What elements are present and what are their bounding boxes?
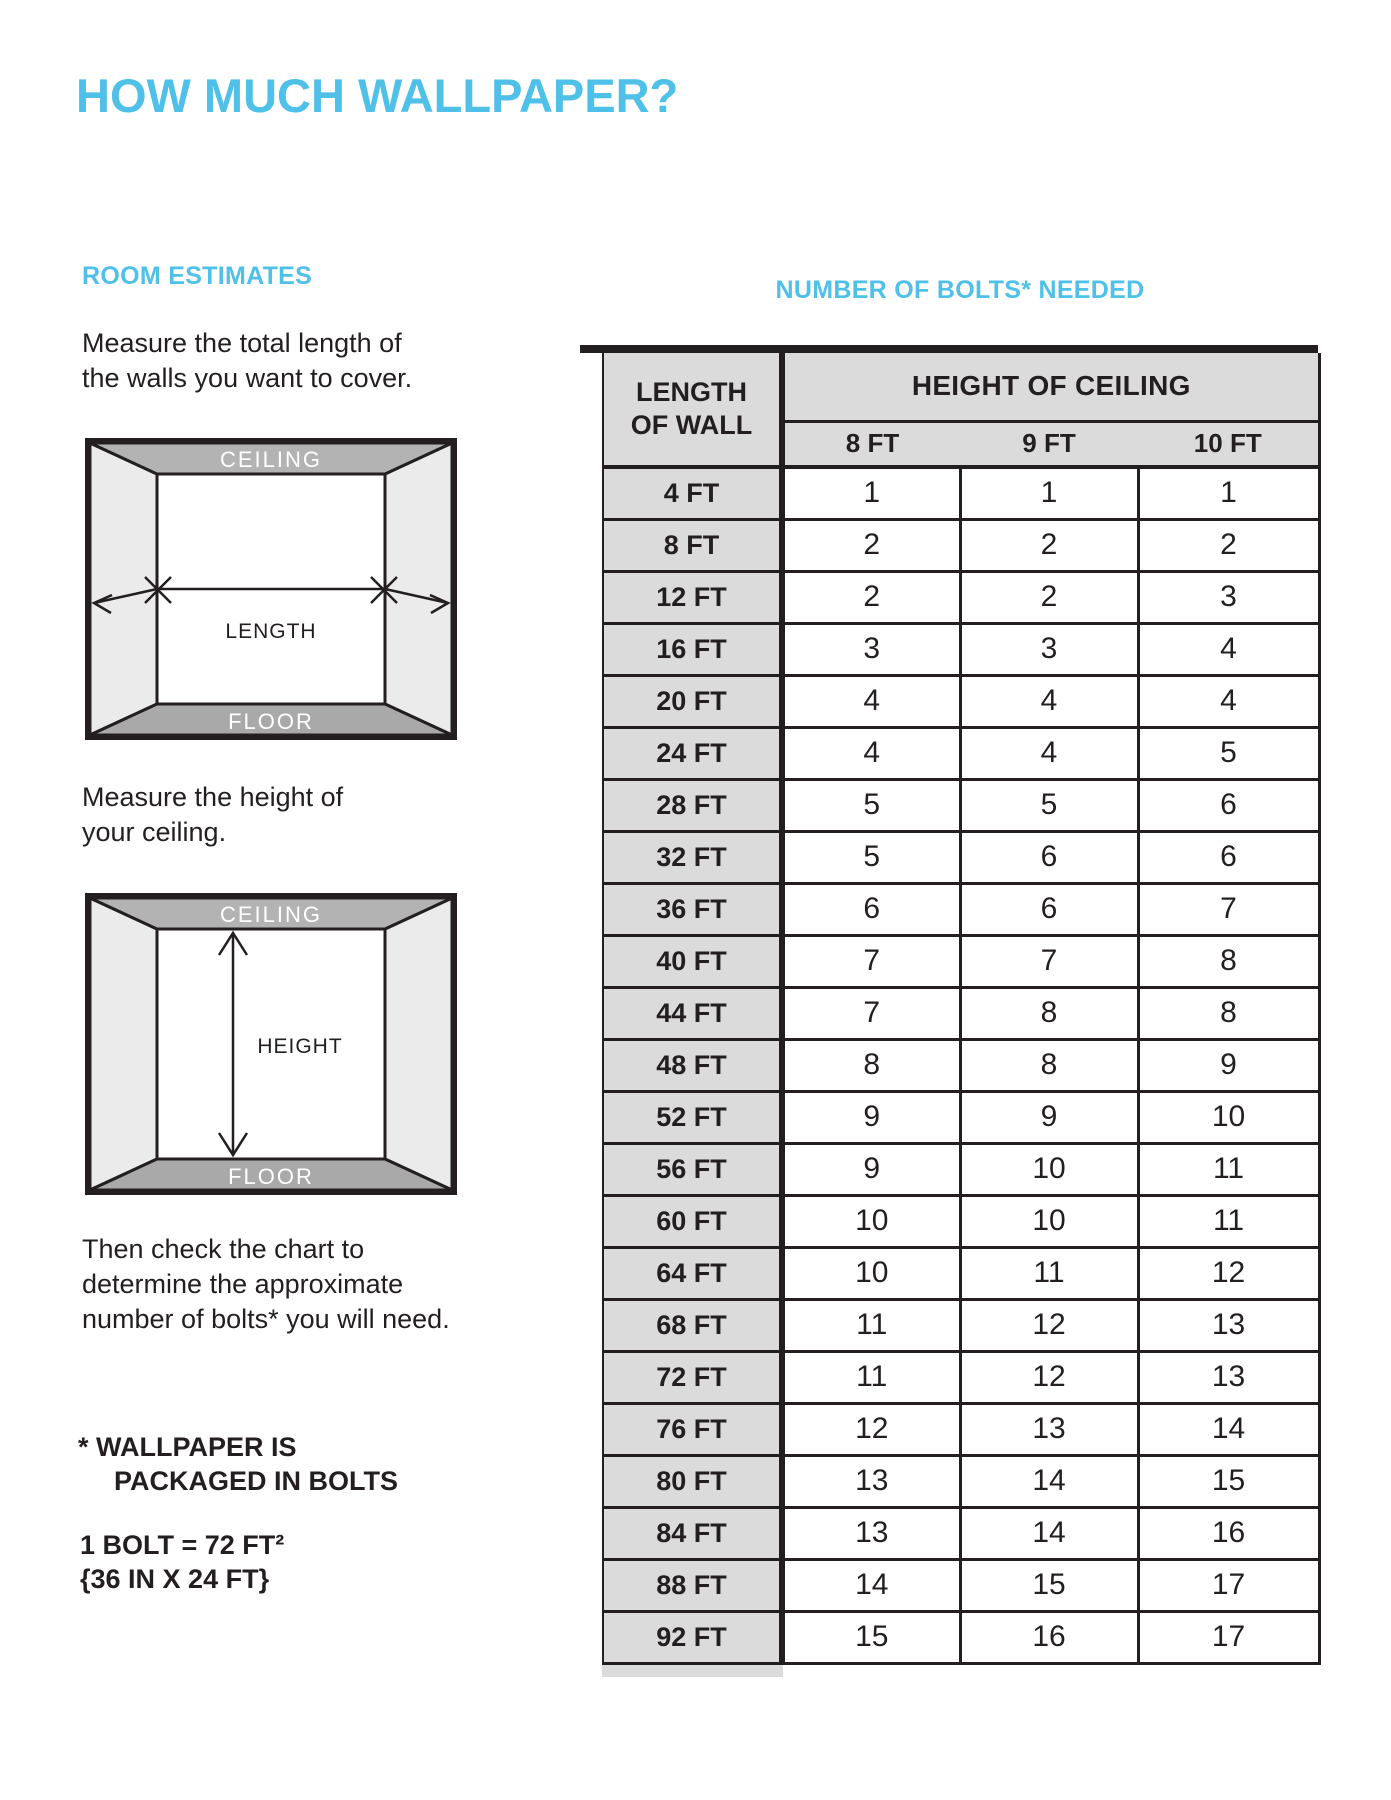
ceiling-label: CEILING xyxy=(219,902,323,927)
right-wall-shape xyxy=(385,898,452,1190)
table-row xyxy=(603,1559,1319,1611)
bolts-10ft-value: 11 xyxy=(1138,1195,1319,1247)
table-row xyxy=(603,1039,1319,1091)
table-row xyxy=(603,1195,1319,1247)
bolts-10ft-value: 5 xyxy=(1138,727,1319,779)
bolts-10ft-value: 9 xyxy=(1138,1039,1319,1091)
row-length-label: 44 FT xyxy=(603,987,782,1039)
table-row xyxy=(603,1299,1319,1351)
row-length-label: 52 FT xyxy=(603,1091,782,1143)
paragraph-line: Measure the height of xyxy=(82,782,344,812)
row-length-label: 28 FT xyxy=(603,779,782,831)
table-row xyxy=(603,623,1319,675)
bolts-8ft-value: 10 xyxy=(782,1247,960,1299)
room-height-diagram xyxy=(85,893,457,1195)
bolts-8ft-value: 2 xyxy=(782,519,960,571)
measure-length-paragraph xyxy=(82,326,412,396)
bolts-9ft-value: 10 xyxy=(960,1143,1138,1195)
paragraph-line: Then check the chart to xyxy=(82,1234,365,1264)
height-dimension-label: HEIGHT xyxy=(257,1035,343,1058)
column-header-8ft: 8 FT xyxy=(782,421,960,467)
bolts-9ft-value: 9 xyxy=(960,1091,1138,1143)
row-length-label: 60 FT xyxy=(603,1195,782,1247)
bolts-footnote-line2: PACKAGED IN BOLTS xyxy=(114,1466,399,1496)
bolts-10ft-value: 2 xyxy=(1138,519,1319,571)
table-row xyxy=(603,519,1319,571)
row-length-label: 32 FT xyxy=(603,831,782,883)
row-length-label: 40 FT xyxy=(603,935,782,987)
row-length-label: 20 FT xyxy=(603,675,782,727)
floor-label: FLOOR xyxy=(228,709,314,734)
row-length-label: 24 FT xyxy=(603,727,782,779)
row-length-label: 64 FT xyxy=(603,1247,782,1299)
bolts-9ft-value: 6 xyxy=(960,883,1138,935)
row-length-label: 80 FT xyxy=(603,1455,782,1507)
bolts-10ft-value: 13 xyxy=(1138,1351,1319,1403)
bolts-8ft-value: 11 xyxy=(782,1299,960,1351)
bolts-9ft-value: 6 xyxy=(960,831,1138,883)
bolts-10ft-value: 15 xyxy=(1138,1455,1319,1507)
column-header-10ft: 10 FT xyxy=(1138,421,1319,467)
bolts-10ft-value: 8 xyxy=(1138,987,1319,1039)
bolts-8ft-value: 8 xyxy=(782,1039,960,1091)
bolts-9ft-value: 7 xyxy=(960,935,1138,987)
paragraph-line: number of bolts* you will need. xyxy=(82,1304,450,1334)
bolts-8ft-value: 3 xyxy=(782,623,960,675)
row-length-label: 72 FT xyxy=(603,1351,782,1403)
bolts-10ft-value: 14 xyxy=(1138,1403,1319,1455)
bolts-8ft-value: 10 xyxy=(782,1195,960,1247)
bolts-8ft-value: 7 xyxy=(782,935,960,987)
row-length-label: 92 FT xyxy=(603,1611,782,1663)
table-row xyxy=(603,987,1319,1039)
bolts-9ft-value: 16 xyxy=(960,1611,1138,1663)
page-title: HOW MUCH WALLPAPER? xyxy=(76,69,679,122)
table-row xyxy=(603,1351,1319,1403)
bolts-8ft-value: 12 xyxy=(782,1403,960,1455)
bolts-8ft-value: 15 xyxy=(782,1611,960,1663)
ceiling-label: CEILING xyxy=(219,447,323,472)
bolts-9ft-value: 3 xyxy=(960,623,1138,675)
table-row xyxy=(603,1091,1319,1143)
bolts-9ft-value: 8 xyxy=(960,1039,1138,1091)
table-row xyxy=(603,1143,1319,1195)
bolts-10ft-value: 6 xyxy=(1138,831,1319,883)
table-row xyxy=(603,675,1319,727)
row-length-label: 76 FT xyxy=(603,1403,782,1455)
row-length-label: 88 FT xyxy=(603,1559,782,1611)
table-top-rule xyxy=(580,345,1318,353)
table-row xyxy=(603,1247,1319,1299)
bolts-8ft-value: 6 xyxy=(782,883,960,935)
bolts-9ft-value: 8 xyxy=(960,987,1138,1039)
row-length-label: 48 FT xyxy=(603,1039,782,1091)
row-length-label: 56 FT xyxy=(603,1143,782,1195)
room-length-diagram xyxy=(85,438,457,740)
bolts-9ft-value: 12 xyxy=(960,1351,1138,1403)
bolts-8ft-value: 11 xyxy=(782,1351,960,1403)
bolts-table xyxy=(602,353,1321,1665)
bolts-10ft-value: 1 xyxy=(1138,467,1319,519)
bolts-8ft-value: 1 xyxy=(782,467,960,519)
paragraph-line: Measure the total length of xyxy=(82,328,402,358)
row-length-label: 68 FT xyxy=(603,1299,782,1351)
bolts-10ft-value: 17 xyxy=(1138,1611,1319,1663)
bolts-10ft-value: 13 xyxy=(1138,1299,1319,1351)
left-wall-shape xyxy=(90,443,157,735)
table-row xyxy=(603,1611,1319,1663)
row-length-label: 36 FT xyxy=(603,883,782,935)
bolts-8ft-value: 5 xyxy=(782,831,960,883)
row-length-label: 16 FT xyxy=(603,623,782,675)
check-chart-paragraph xyxy=(82,1232,450,1337)
bolts-footnote-line1: * WALLPAPER IS xyxy=(78,1432,297,1462)
table-row xyxy=(603,883,1319,935)
table-header-row-group xyxy=(603,353,1319,421)
length-of-wall-header xyxy=(603,353,782,467)
bolt-spec-line1: 1 BOLT = 72 FT² xyxy=(80,1530,285,1560)
right-wall-shape xyxy=(385,443,452,735)
bolts-9ft-value: 1 xyxy=(960,467,1138,519)
table-row xyxy=(603,467,1319,519)
row-length-label: 12 FT xyxy=(603,571,782,623)
bolts-10ft-value: 4 xyxy=(1138,675,1319,727)
bolt-spec-line2: {36 IN X 24 FT} xyxy=(80,1564,270,1594)
paragraph-line: your ceiling. xyxy=(82,817,227,847)
table-row xyxy=(603,1455,1319,1507)
bolts-9ft-value: 5 xyxy=(960,779,1138,831)
bolts-10ft-value: 12 xyxy=(1138,1247,1319,1299)
bolts-8ft-value: 14 xyxy=(782,1559,960,1611)
measure-height-paragraph xyxy=(82,780,343,850)
height-of-ceiling-header: HEIGHT OF CEILING xyxy=(782,353,1319,421)
bolts-8ft-value: 9 xyxy=(782,1091,960,1143)
bolts-8ft-value: 4 xyxy=(782,675,960,727)
bolts-9ft-value: 4 xyxy=(960,675,1138,727)
bolts-9ft-value: 15 xyxy=(960,1559,1138,1611)
paragraph-line: determine the approximate xyxy=(82,1269,404,1299)
bolts-9ft-value: 2 xyxy=(960,571,1138,623)
bolts-10ft-value: 7 xyxy=(1138,883,1319,935)
table-row xyxy=(603,727,1319,779)
bolts-10ft-value: 8 xyxy=(1138,935,1319,987)
bolts-10ft-value: 10 xyxy=(1138,1091,1319,1143)
table-row xyxy=(603,1403,1319,1455)
table-row xyxy=(603,935,1319,987)
floor-label: FLOOR xyxy=(228,1164,314,1189)
length-of-wall-header-line: LENGTH xyxy=(636,377,747,407)
bolts-table-heading: NUMBER OF BOLTS* NEEDED xyxy=(775,276,1145,304)
bolts-9ft-value: 2 xyxy=(960,519,1138,571)
bolts-9ft-value: 14 xyxy=(960,1455,1138,1507)
row-length-label: 84 FT xyxy=(603,1507,782,1559)
bolts-10ft-value: 3 xyxy=(1138,571,1319,623)
row-length-label: 4 FT xyxy=(603,467,782,519)
bolts-8ft-value: 5 xyxy=(782,779,960,831)
table-row xyxy=(603,831,1319,883)
length-of-wall-header-line: OF WALL xyxy=(630,410,753,440)
table-row xyxy=(603,779,1319,831)
paragraph-line: the walls you want to cover. xyxy=(82,363,413,393)
bolts-10ft-value: 17 xyxy=(1138,1559,1319,1611)
bolts-8ft-value: 4 xyxy=(782,727,960,779)
row-length-label: 8 FT xyxy=(603,519,782,571)
bolts-8ft-value: 13 xyxy=(782,1455,960,1507)
length-dimension-label: LENGTH xyxy=(225,620,317,643)
bolts-9ft-value: 4 xyxy=(960,727,1138,779)
table-row xyxy=(603,571,1319,623)
bolts-9ft-value: 14 xyxy=(960,1507,1138,1559)
bolts-8ft-value: 7 xyxy=(782,987,960,1039)
bolts-9ft-value: 12 xyxy=(960,1299,1138,1351)
bolts-table-container xyxy=(602,345,1318,1677)
bolts-9ft-value: 13 xyxy=(960,1403,1138,1455)
bolts-10ft-value: 4 xyxy=(1138,623,1319,675)
bolts-9ft-value: 11 xyxy=(960,1247,1138,1299)
bolts-9ft-value: 10 xyxy=(960,1195,1138,1247)
table-footer-stub xyxy=(602,1665,783,1677)
left-wall-shape xyxy=(90,898,157,1190)
bolts-8ft-value: 2 xyxy=(782,571,960,623)
column-header-9ft: 9 FT xyxy=(960,421,1138,467)
bolts-10ft-value: 16 xyxy=(1138,1507,1319,1559)
bolts-10ft-value: 6 xyxy=(1138,779,1319,831)
bolts-8ft-value: 9 xyxy=(782,1143,960,1195)
bolts-8ft-value: 13 xyxy=(782,1507,960,1559)
room-estimates-heading: ROOM ESTIMATES xyxy=(82,262,313,290)
table-row xyxy=(603,1507,1319,1559)
bolts-10ft-value: 11 xyxy=(1138,1143,1319,1195)
